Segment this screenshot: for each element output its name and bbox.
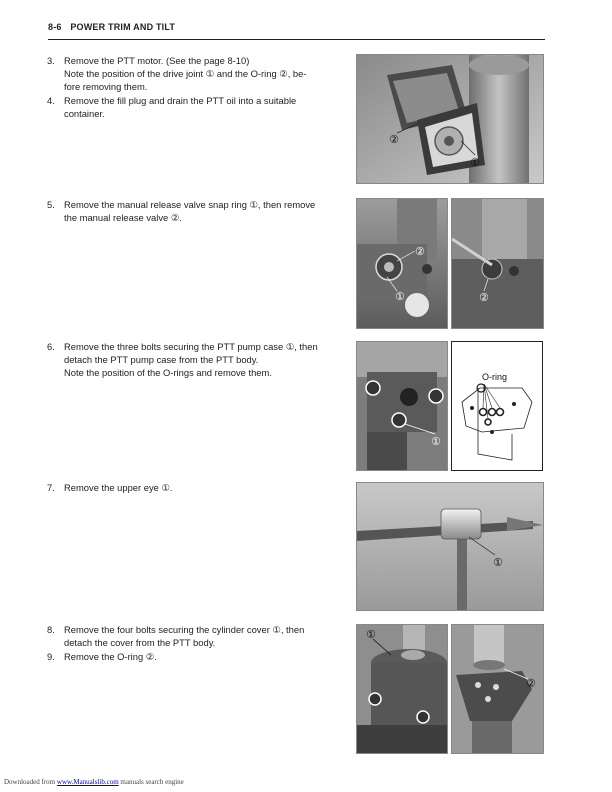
photo-cylinder-o-ring bbox=[451, 624, 544, 754]
callout-1: ① bbox=[493, 556, 503, 569]
callout-1: ① bbox=[470, 156, 480, 169]
step-line: Note the position of the O-rings and remove them. bbox=[64, 366, 272, 378]
step-number: 3. bbox=[47, 55, 55, 66]
photo-manual-release-valve-b bbox=[451, 198, 544, 329]
step-line: Remove the upper eye ①. bbox=[64, 482, 173, 493]
callout-2: ② bbox=[389, 133, 399, 146]
page-header bbox=[48, 22, 545, 40]
callout-2: ② bbox=[479, 291, 489, 304]
step-3 bbox=[47, 55, 343, 93]
step-number: 9. bbox=[47, 651, 55, 662]
callout-1: ① bbox=[431, 435, 441, 448]
photo-manual-release-valve-a bbox=[356, 198, 448, 329]
step-line: Remove the manual release valve snap ring ①, then remove bbox=[64, 199, 316, 210]
step-line: fore removing them. bbox=[64, 80, 148, 92]
download-footer bbox=[4, 778, 184, 786]
photo-ptt-motor-removal bbox=[356, 54, 544, 184]
step-line: Remove the four bolts securing the cylinder cover ①, then bbox=[64, 624, 305, 635]
step-line: Remove the three bolts securing the PTT pump case ①, then bbox=[64, 341, 318, 352]
step-line: container. bbox=[64, 107, 105, 119]
step-line: Note the position of the drive joint ① and the O-ring ②, be- bbox=[64, 67, 307, 79]
manualslib-link[interactable]: www.Manualslib.com bbox=[56, 778, 119, 786]
callout-1: ① bbox=[366, 628, 376, 641]
step-line: detach the cover from the PTT body. bbox=[64, 636, 216, 648]
step-line: the manual release valve ②. bbox=[64, 211, 182, 223]
step-5 bbox=[47, 199, 343, 225]
callout-2: ② bbox=[526, 677, 536, 690]
step-number: 7. bbox=[47, 482, 55, 493]
section-title: POWER TRIM AND TILT bbox=[70, 22, 176, 32]
o-ring-label: O-ring bbox=[482, 372, 508, 382]
photo-cylinder-cover bbox=[356, 624, 448, 754]
step-number: 6. bbox=[47, 341, 55, 352]
footer-prefix: Downloaded from bbox=[4, 778, 56, 786]
step-line: Remove the fill plug and drain the PTT oil into a suitable bbox=[64, 95, 297, 106]
step-7 bbox=[47, 482, 343, 495]
page-number: 8-6 bbox=[48, 22, 62, 32]
callout-1: ① bbox=[395, 290, 405, 303]
step-8 bbox=[47, 624, 343, 650]
step-4 bbox=[47, 95, 343, 121]
step-line: Remove the O-ring ②. bbox=[64, 651, 157, 662]
diagram-o-rings bbox=[451, 341, 543, 471]
step-line: Remove the PTT motor. (See the page 8-10) bbox=[64, 55, 250, 66]
step-number: 5. bbox=[47, 199, 55, 210]
step-line: detach the PTT pump case from the PTT body. bbox=[64, 353, 259, 365]
callout-2: ② bbox=[415, 245, 425, 258]
footer-suffix: manuals search engine bbox=[120, 778, 184, 786]
step-number: 8. bbox=[47, 624, 55, 635]
step-number: 4. bbox=[47, 95, 55, 106]
step-6 bbox=[47, 341, 343, 379]
photo-upper-eye bbox=[356, 482, 544, 611]
photo-ptt-pump-case bbox=[356, 341, 448, 471]
step-9 bbox=[47, 651, 343, 664]
